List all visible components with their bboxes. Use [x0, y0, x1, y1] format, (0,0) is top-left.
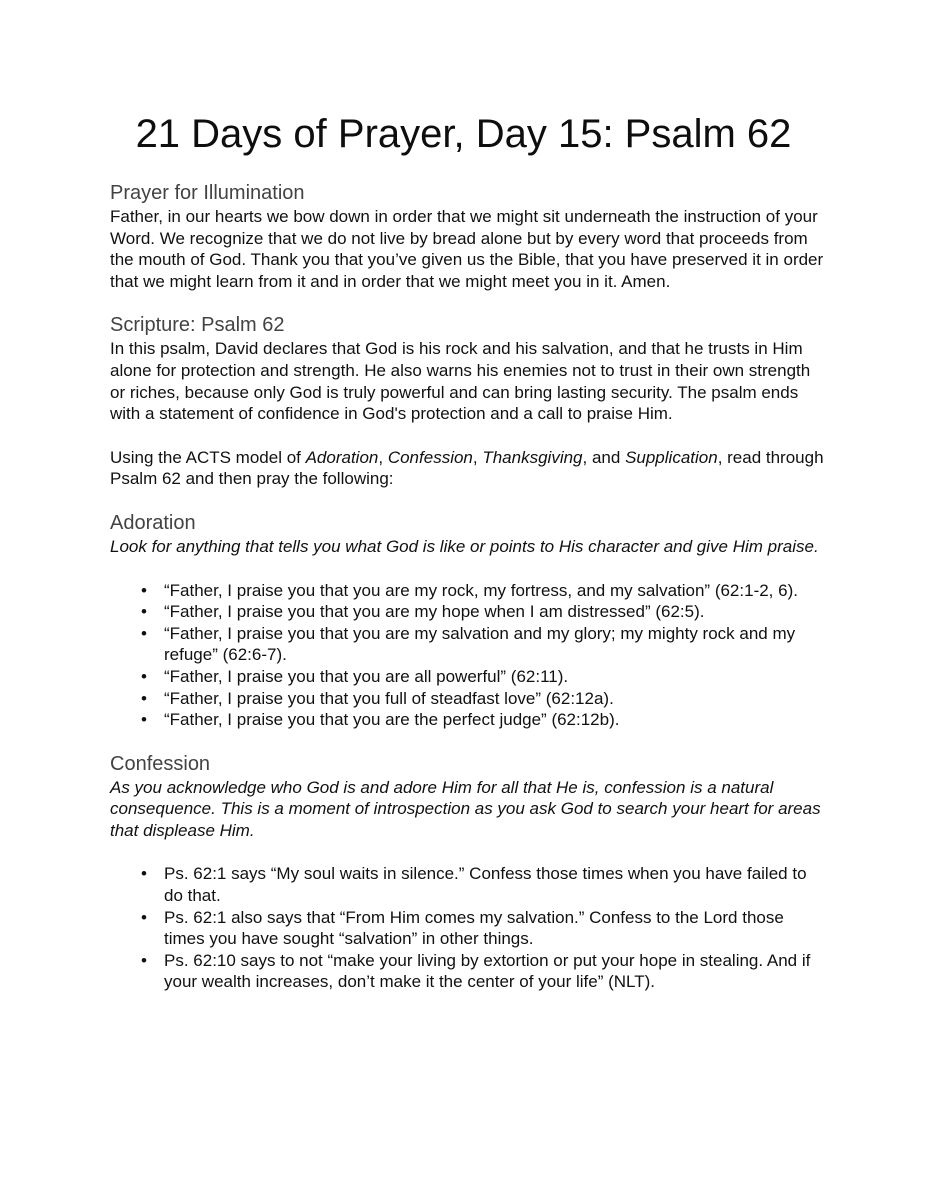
list-item-text: “Father, I praise you that you are all powerful” (62:11). — [164, 666, 569, 686]
list-item-text: “Father, I praise you that you are my salvation and my glory; my mighty rock and my refuge” (62:6-7). — [164, 623, 796, 665]
list-item — [110, 688, 827, 710]
bullet-icon: • — [141, 688, 147, 708]
acts-adoration-term: Adoration — [305, 447, 379, 467]
adoration-section — [110, 510, 827, 731]
list-item-text: “Father, I praise you that you are my rock, my fortress, and my salvation” (62:1-2, 6). — [164, 580, 798, 600]
list-item-text: “Father, I praise you that you are my hope when I am distressed” (62:5). — [164, 602, 705, 622]
list-item — [110, 907, 827, 950]
list-item-text: “Father, I praise you that you are the perfect judge” (62:12b). — [164, 710, 620, 730]
bullet-icon: • — [141, 623, 147, 643]
acts-separator: , — [378, 447, 388, 467]
acts-supplication-term: Supplication — [625, 447, 718, 467]
list-item — [110, 623, 827, 666]
bullet-icon: • — [141, 602, 147, 622]
acts-outro-text: , read through Psalm 62 and then pray the following: — [110, 447, 824, 489]
list-item — [110, 580, 827, 602]
adoration-instruction: Look for anything that tells you what God is like or points to His character and give Him praise. — [110, 536, 819, 556]
illumination-section — [110, 180, 827, 292]
adoration-heading: Adoration — [110, 511, 196, 534]
acts-confession-term: Confession — [387, 447, 473, 467]
bullet-icon: • — [141, 864, 147, 884]
confession-list — [110, 863, 827, 993]
list-item-text: Ps. 62:1 also says that “From Him comes my salvation.” Confess to the Lord those times you have sought “salvation” in other things. — [164, 907, 784, 949]
confession-instruction: As you acknowledge who God is and adore Him for all that He is, confession is a natural consequence. This is a moment of introspection as you ask God to search your heart for areas that displease Him. — [110, 777, 821, 840]
list-item — [110, 863, 827, 906]
bullet-icon: • — [141, 907, 147, 927]
confession-section — [110, 751, 827, 993]
list-item — [110, 666, 827, 688]
list-item — [110, 601, 827, 623]
adoration-list — [110, 580, 827, 731]
list-item-text: “Father, I praise you that you full of steadfast love” (62:12a). — [164, 688, 614, 708]
illumination-heading: Prayer for Illumination — [110, 182, 305, 204]
scripture-heading: Scripture: Psalm 62 — [110, 314, 285, 337]
list-item — [110, 950, 827, 993]
list-item — [110, 709, 827, 731]
illumination-prayer-text: Father, in our hearts we bow down in order that we might sit underneath the instruction of your Word. We recognize that we do not live by bread alone but by every word that proceeds from the mouth of God. Thank you that you’ve given us the Bible, that you have preserved it in order that we might learn from it and in order that we might meet you in it. Amen. — [110, 207, 824, 291]
list-item-text: Ps. 62:10 says to not “make your living by extortion or put your hope in stealing. And if your wealth increases, don’t make it the center of your life” (NLT). — [164, 950, 811, 992]
acts-intro-text: Using the ACTS model of — [110, 447, 306, 467]
list-item-text: Ps. 62:1 says “My soul waits in silence.” Confess those times when you have failed to do that. — [164, 864, 807, 906]
bullet-icon: • — [141, 666, 147, 686]
acts-thanksgiving-term: Thanksgiving — [482, 447, 583, 467]
acts-separator: , — [472, 447, 483, 467]
scripture-summary: In this psalm, David declares that God is his rock and his salvation, and that he trusts in Him alone for protection and strength. He also warns his enemies not to trust in their own strength or riches, because only God is truly powerful and can bring lasting security. The psalm ends with a statement of confidence in God's protection and a call to praise Him. — [110, 339, 811, 424]
confession-heading: Confession — [110, 752, 211, 775]
page-title: 21 Days of Prayer, Day 15: Psalm 62 — [135, 112, 792, 156]
bullet-icon: • — [141, 710, 147, 730]
bullet-icon: • — [141, 950, 147, 970]
acts-separator: , and — [582, 447, 626, 467]
bullet-icon: • — [141, 580, 147, 600]
scripture-section — [110, 312, 827, 490]
acts-instruction — [110, 447, 827, 490]
